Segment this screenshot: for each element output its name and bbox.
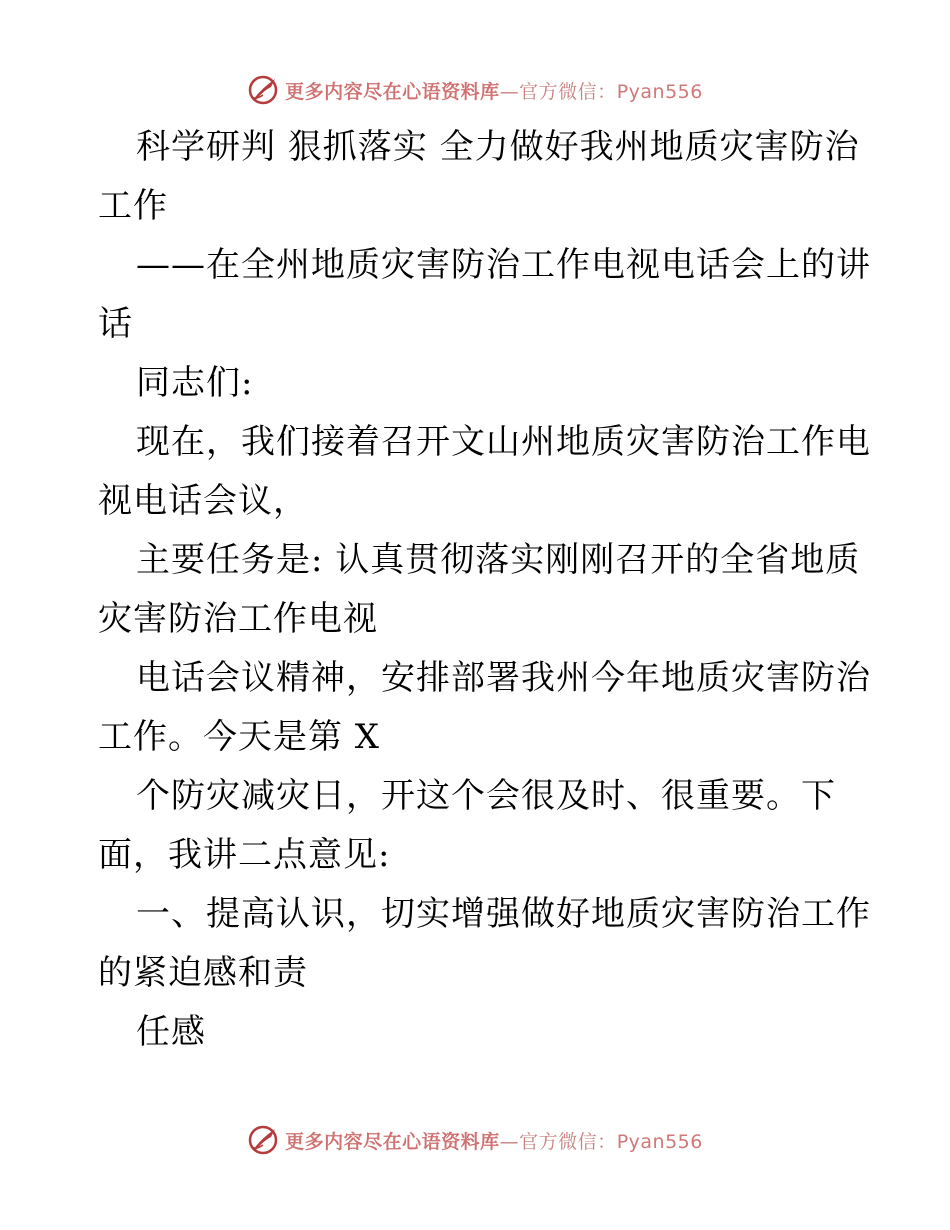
text-line: 工作。今天是第 X (98, 717, 381, 757)
watermark-wechat-label: 官方微信： (519, 80, 617, 103)
watermark-dash: — (499, 80, 520, 103)
watermark-wechat-id: Pyan556 (616, 80, 703, 103)
watermark-text (285, 77, 703, 104)
text-line: 电话会议精神，安排部署我州今年地质灾害防治 (136, 658, 871, 698)
text-line: 主要任务是: 认真贯彻落实刚刚召开的全省地质 (136, 540, 861, 580)
watermark-dash: — (499, 1130, 520, 1153)
text-line: 任感 (136, 1012, 206, 1052)
text-line: 面，我讲二点意见: (98, 835, 391, 875)
text-line: 同志们: (136, 363, 254, 403)
watermark-text (285, 1127, 703, 1154)
text-line: 视电话会议， (98, 481, 308, 521)
text-line: 工作 (98, 186, 168, 226)
pen-logo-icon (247, 74, 279, 106)
watermark-wechat-label: 官方微信： (519, 1130, 617, 1153)
text-line: 话 (98, 304, 133, 344)
document-body (98, 118, 871, 1062)
text-line: ——在全州地质灾害防治工作电视电话会上的讲 (136, 245, 871, 285)
text-line: 一、提高认识，切实增强做好地质灾害防治工作 (136, 894, 871, 934)
pen-logo-icon (247, 1124, 279, 1156)
watermark-wechat-id: Pyan556 (616, 1130, 703, 1153)
text-line: 的紧迫感和责 (98, 953, 308, 993)
watermark-site-name: 更多内容尽在心语资料库 (285, 80, 500, 103)
header-watermark (0, 70, 950, 110)
text-line: 灾害防治工作电视 (98, 599, 378, 639)
text-line: 现在，我们接着召开文山州地质灾害防治工作电 (136, 422, 871, 462)
footer-watermark (0, 1120, 950, 1160)
watermark-site-name: 更多内容尽在心语资料库 (285, 1130, 500, 1153)
text-line: 科学研判 狠抓落实 全力做好我州地质灾害防治 (136, 127, 860, 167)
text-line: 个防灾减灾日，开这个会很及时、很重要。下 (136, 776, 836, 816)
